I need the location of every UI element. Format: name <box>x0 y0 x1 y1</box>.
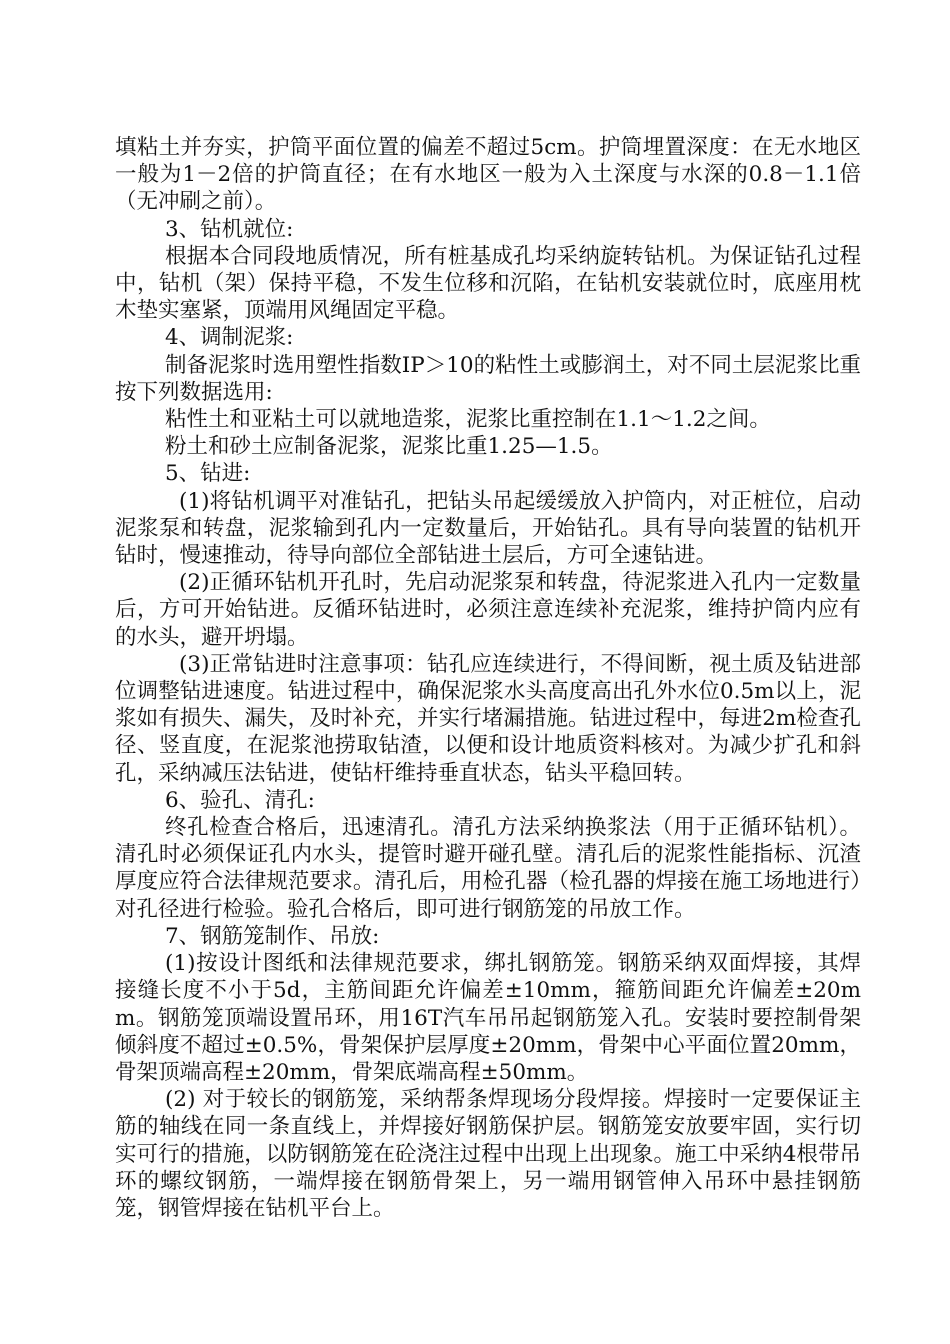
paragraph-drilling-step-3: (3)正常钻进时注意事项：钻孔应连续进行，不得间断，视土质及钻进部位调整钻进速度。钻进过程中，确保泥浆水头高度高出孔外水位0.5m以上，泥浆如有损失、漏失，及时补充，并实行堵漏措施。钻进过程中，每进2m检查孔径、竖直度，在泥浆池捞取钻渣，以便和设计地质资料核对。为减少扩孔和斜孔，采纳减压法钻进，使钻杆维持垂直状态，钻头平稳回转。 <box>115 651 861 786</box>
heading-drilling: 5、钻进: <box>165 461 251 487</box>
document-body <box>115 134 861 1222</box>
paragraph-hole-inspection: 终孔检查合格后，迅速清孔。清孔方法采纳换浆法（用于正循环钻机）。清孔时必须保证孔内水头，提管时避开碰孔壁。清孔后的泥浆性能指标、沉渣厚度应符合法律规范要求。清孔后，用检孔器（检孔器的焊接在施工场地进行）对孔径进行检验。验孔合格后，即可进行钢筋笼的吊放工作。 <box>115 815 861 922</box>
heading-drill-positioning: 3、钻机就位: <box>165 216 294 242</box>
paragraph-rebar-cage-step-2: (2) 对于较长的钢筋笼，采纳帮条焊现场分段焊接。焊接时一定要保证主筋的轴线在同一条直线上，并焊接好钢筋保护层。钢筋笼安放要牢固，实行切实可行的措施，以防钢筋笼在砼浇注过程中出现上出现象。施工中采纳4根带吊环的螺纹钢筋，一端焊接在钢筋骨架上，另一端用钢管伸入吊环中悬挂钢筋笼，钢管焊接在钻机平台上。 <box>115 1087 861 1221</box>
paragraph-silt-mud: 粉土和砂土应制备泥浆，泥浆比重1.25—1.5。 <box>165 434 613 460</box>
paragraph-drilling-step-2: (2)正循环钻机开孔时，先启动泥浆泵和转盘，待泥浆进入孔内一定数量后，方可开始钻进。反循环钻进时，必须注意连续补充泥浆，维持护筒内应有的水头，避开坍塌。 <box>115 570 861 650</box>
paragraph-clay-mud: 粘性土和亚粘土可以就地造浆，泥浆比重控制在1.1～1.2之间。 <box>165 407 771 433</box>
paragraph-rebar-cage-step-1: (1)按设计图纸和法律规范要求，绑扎钢筋笼。钢筋采纳双面焊接，其焊接缝长度不小于5d，主筋间距允许偏差±10mm，箍筋间距允许偏差±20mm。钢筋笼顶端设置吊环，用16T汽车吊吊起钢筋笼入孔。安装时要控制骨架倾斜度不超过±0.5%，骨架保护层厚度±20mm，骨架中心平面位置20mm，骨架顶端高程±20mm，骨架底端高程±50mm。 <box>115 951 861 1085</box>
paragraph-drill-positioning: 根据本合同段地质情况，所有桩基成孔均采纳旋转钻机。为保证钻孔过程中，钻机（架）保持平稳，不发生位移和沉陷，在钻机安装就位时，底座用枕木垫实塞紧，顶端用风绳固定平稳。 <box>115 243 861 324</box>
paragraph-mud-preparation: 制备泥浆时选用塑性指数IP＞10的粘性土或膨润土，对不同土层泥浆比重按下列数据选用: <box>115 352 861 405</box>
heading-rebar-cage: 7、钢筋笼制作、吊放: <box>165 923 380 949</box>
heading-hole-inspection: 6、验孔、清孔: <box>165 787 315 813</box>
heading-mud-preparation: 4、调制泥浆: <box>165 325 294 351</box>
paragraph-drilling-step-1: (1)将钻机调平对准钻孔，把钻头吊起缓缓放入护筒内，对正桩位，启动泥浆泵和转盘，泥浆输到孔内一定数量后，开始钻孔。具有导向装置的钻机开钻时，慢速推动，待导向部位全部钻进土层后，方可全速钻进。 <box>115 488 861 569</box>
paragraph-fill-clay: 填粘土并夯实，护筒平面位置的偏差不超过5cm。护筒埋置深度：在无水地区一般为1－2倍的护筒直径；在有水地区一般为入土深度与水深的0.8－1.1倍（无冲刷之前）。 <box>115 135 861 215</box>
